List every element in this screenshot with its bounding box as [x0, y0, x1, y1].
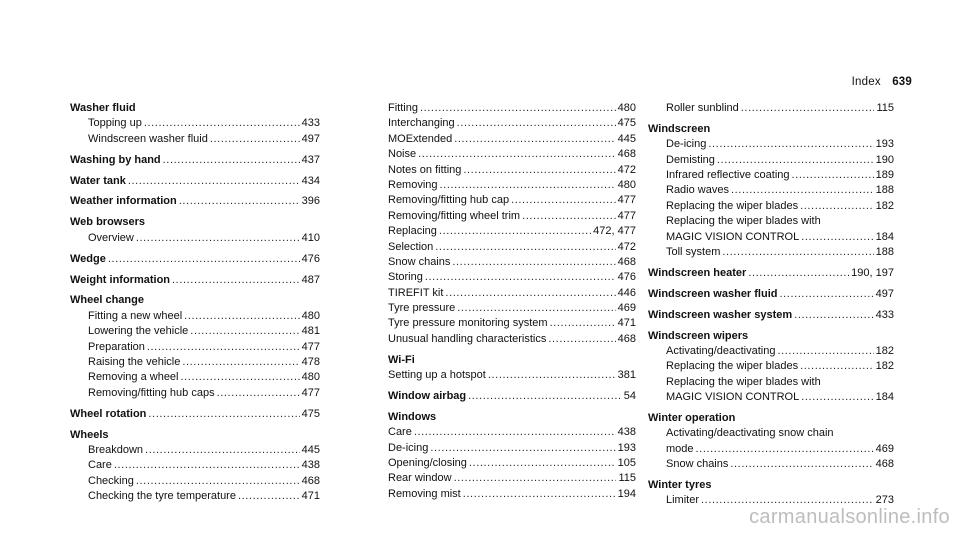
page-reference: 190, 197 [851, 266, 894, 279]
dot-leader [144, 116, 300, 131]
page-reference: 477 [301, 340, 320, 353]
dot-leader [463, 487, 616, 502]
index-subentry [70, 386, 320, 401]
page-reference: 190 [875, 153, 894, 166]
index-heading [70, 101, 320, 116]
index-subentry [70, 474, 320, 489]
page-reference: 433 [301, 117, 320, 130]
page-reference: 487 [301, 273, 320, 286]
page-reference: 477 [301, 386, 320, 399]
entry-label: Window airbag [388, 390, 467, 403]
index-subentry [388, 255, 636, 270]
page-reference: 188 [875, 184, 894, 197]
index-subentry [648, 101, 894, 116]
entry-label: Replacing [388, 225, 437, 238]
entry-label: MOExtended [388, 132, 453, 145]
dot-leader [777, 344, 873, 359]
index-column-2 [388, 101, 636, 502]
page-reference: 433 [875, 308, 894, 321]
dot-leader [445, 286, 615, 301]
index-subentry [70, 340, 320, 355]
index-subentry [388, 147, 636, 162]
index-subentry [648, 442, 894, 457]
entry-label: Weather information [70, 195, 177, 208]
index-heading [648, 411, 894, 426]
index-heading [70, 293, 320, 308]
entry-label: Noise [388, 148, 417, 161]
index-heading [70, 407, 320, 422]
page-reference: 472, 477 [593, 225, 636, 238]
entry-label: Windscreen washer fluid [648, 287, 778, 300]
index-subentry [70, 370, 320, 385]
index-subentry [648, 375, 894, 390]
entry-label: Activating/deactivating snow chain [666, 427, 834, 440]
index-subentry [388, 332, 636, 347]
entry-label: Windscreen washer system [648, 308, 793, 321]
page-reference: 193 [875, 138, 894, 151]
entry-label: Weight information [70, 273, 171, 286]
dot-leader [469, 456, 616, 471]
page-reference: 438 [617, 426, 636, 439]
index-heading [648, 266, 894, 281]
index-subentry [648, 457, 894, 472]
entry-label: Winter operation [648, 412, 736, 425]
page-reference: 182 [875, 199, 894, 212]
page-reference: 497 [301, 132, 320, 145]
entry-label: Rear window [388, 472, 452, 485]
dot-leader [418, 147, 616, 162]
dot-leader [145, 443, 300, 458]
dot-leader [794, 308, 873, 323]
page-reference: 468 [617, 332, 636, 345]
entry-label: Replacing the wiper blades [666, 199, 799, 212]
dot-leader [522, 209, 616, 224]
page-reference: 471 [301, 490, 320, 503]
page-reference: 189 [875, 169, 894, 182]
index-heading [70, 428, 320, 443]
entry-label: Tyre pressure [388, 302, 456, 315]
page-reference: 476 [617, 271, 636, 284]
page-reference: 476 [301, 252, 320, 265]
dot-leader [800, 199, 874, 214]
index-heading [70, 252, 320, 267]
dot-leader [468, 389, 622, 404]
dot-leader [108, 252, 300, 267]
dot-leader [488, 368, 616, 383]
dot-leader [741, 101, 875, 116]
entry-label: Windscreen washer fluid [88, 132, 208, 145]
entry-label: Removing [388, 178, 438, 191]
dot-leader [452, 255, 615, 270]
index-heading [648, 122, 894, 137]
entry-label: Topping up [88, 117, 142, 130]
page-reference: 115 [876, 102, 894, 114]
dot-leader [730, 457, 873, 472]
dot-leader [182, 355, 299, 370]
entry-label: Opening/closing [388, 457, 467, 470]
dot-leader [731, 183, 874, 198]
entry-label: MAGIC VISION CONTROL [666, 391, 800, 404]
entry-label: Setting up a hotspot [388, 369, 486, 382]
index-subentry [70, 116, 320, 131]
entry-label: Care [388, 426, 412, 439]
entry-label: Preparation [88, 340, 145, 353]
entry-label: Washer fluid [70, 102, 136, 114]
entry-label: Wheels [70, 428, 109, 441]
entry-label: De-icing [666, 138, 707, 151]
dot-leader [457, 116, 616, 131]
entry-label: Fitting a new wheel [88, 309, 183, 322]
index-subentry [648, 230, 894, 245]
dot-leader [457, 301, 615, 316]
index-heading [70, 194, 320, 209]
dot-leader [420, 101, 616, 116]
index-column-1 [70, 101, 320, 504]
entry-label: Removing mist [388, 487, 461, 500]
index-subentry [388, 487, 636, 502]
index-subentry [388, 456, 636, 471]
page-reference: 194 [617, 487, 636, 500]
entry-label: Winter tyres [648, 479, 712, 492]
page-reference: 193 [617, 441, 636, 454]
entry-label: Washing by hand [70, 153, 161, 166]
index-subentry [648, 199, 894, 214]
page-reference: 469 [617, 302, 636, 315]
index-subentry [648, 153, 894, 168]
entry-label: Unusual handling characteristics [388, 332, 547, 345]
page-reference: 468 [617, 148, 636, 161]
dot-leader [439, 224, 591, 239]
section-title: Index [851, 76, 881, 88]
entry-label: Snow chains [666, 458, 729, 471]
page-reference: 472 [617, 163, 636, 176]
page-reference: 446 [617, 286, 636, 299]
index-heading [70, 153, 320, 168]
entry-label: Breakdown [88, 443, 144, 456]
entry-label: Windows [388, 410, 437, 423]
dot-leader [511, 193, 616, 208]
index-subentry [388, 224, 636, 239]
dot-leader [184, 309, 299, 324]
page-reference: 468 [617, 255, 636, 268]
index-subentry [388, 178, 636, 193]
index-subentry [388, 240, 636, 255]
entry-label: Tyre pressure monitoring system [388, 317, 548, 330]
entry-label: Replacing the wiper blades [666, 360, 799, 373]
index-heading [648, 308, 894, 323]
dot-leader [780, 287, 874, 302]
dot-leader [414, 425, 616, 440]
index-subentry [70, 324, 320, 339]
page-reference: 54 [623, 390, 636, 403]
index-subentry [388, 193, 636, 208]
dot-leader [550, 316, 616, 331]
entry-label: Windscreen [648, 122, 711, 135]
index-heading [388, 410, 636, 425]
index-heading [648, 287, 894, 302]
index-heading [648, 329, 894, 344]
dot-leader [179, 194, 300, 209]
page-reference: 188 [875, 246, 894, 259]
dot-leader [748, 266, 849, 281]
entry-label: Lowering the vehicle [88, 325, 189, 338]
index-subentry [648, 426, 894, 441]
entry-label: Removing/fitting hub caps [88, 386, 215, 399]
entry-label: Wheel change [70, 294, 144, 307]
page-reference: 273 [875, 494, 894, 507]
dot-leader [435, 240, 615, 255]
index-subentry [70, 231, 320, 246]
entry-label: Fitting [388, 102, 418, 114]
entry-label: Wedge [70, 252, 106, 265]
index-subentry [648, 168, 894, 183]
dot-leader [238, 489, 300, 504]
entry-label: Interchanging [388, 117, 455, 130]
page-reference: 481 [301, 325, 320, 338]
entry-label: Removing a wheel [88, 371, 179, 384]
entry-label: Replacing the wiper blades with [666, 375, 821, 388]
entry-label: Snow chains [388, 255, 451, 268]
index-heading [70, 174, 320, 189]
page-reference: 471 [617, 317, 636, 330]
index-subentry [388, 270, 636, 285]
page-reference: 480 [301, 371, 320, 384]
entry-label: Wheel rotation [70, 407, 147, 420]
entry-label: mode [666, 442, 694, 455]
index-subentry [70, 132, 320, 147]
page-number: 639 [892, 76, 912, 88]
index-subentry [388, 163, 636, 178]
index-subentry [648, 137, 894, 152]
dot-leader [163, 153, 300, 168]
page-reference: 469 [875, 442, 894, 455]
entry-label: Web browsers [70, 216, 145, 229]
page-reference: 184 [875, 391, 894, 404]
dot-leader [147, 340, 300, 355]
index-subentry [70, 355, 320, 370]
index-subentry [388, 209, 636, 224]
page-reference: 480 [617, 178, 636, 191]
index-subentry [388, 116, 636, 131]
page-reference: 468 [301, 474, 320, 487]
index-subentry [70, 443, 320, 458]
page-reference: 477 [617, 194, 636, 207]
page-reference: 115 [618, 472, 636, 485]
entry-label: Checking the tyre temperature [88, 490, 236, 503]
index-subentry [648, 245, 894, 260]
index-subentry [388, 471, 636, 486]
index-heading [388, 389, 636, 404]
entry-label: Checking [88, 474, 134, 487]
entry-label: Wi-Fi [388, 353, 415, 366]
entry-label: Notes on fitting [388, 163, 462, 176]
page-reference: 182 [875, 344, 894, 357]
index-subentry [70, 458, 320, 473]
page-reference: 182 [875, 360, 894, 373]
dot-leader [801, 390, 873, 405]
page-reference: 480 [617, 102, 636, 114]
dot-leader [172, 273, 300, 288]
entry-label: Roller sunblind [666, 102, 739, 114]
dot-leader [722, 245, 873, 260]
index-subentry [388, 101, 636, 116]
index-heading [648, 478, 894, 493]
entry-label: Toll system [666, 246, 721, 259]
page-reference: 480 [301, 309, 320, 322]
entry-label: Replacing the wiper blades with [666, 215, 821, 228]
entry-label: TIREFIT kit [388, 286, 444, 299]
index-subentry [388, 441, 636, 456]
dot-leader [717, 153, 874, 168]
dot-leader [463, 163, 615, 178]
index-subentry [388, 316, 636, 331]
dot-leader [190, 324, 299, 339]
index-subentry [388, 286, 636, 301]
dot-leader [454, 132, 615, 147]
index-heading [388, 353, 636, 368]
dot-leader [708, 137, 873, 152]
page-reference: 475 [617, 117, 636, 130]
page-reference: 497 [875, 287, 894, 300]
dot-leader [548, 332, 615, 347]
entry-label: Care [88, 459, 112, 472]
index-column-3 [648, 101, 894, 509]
page-reference: 477 [617, 209, 636, 222]
dot-leader [210, 132, 300, 147]
index-subentry [388, 368, 636, 383]
dot-leader [425, 270, 616, 285]
dot-leader [454, 471, 617, 486]
dot-leader [128, 174, 300, 189]
entry-label: Raising the vehicle [88, 355, 181, 368]
index-subentry [648, 183, 894, 198]
entry-label: Limiter [666, 494, 700, 507]
index-subentry [648, 344, 894, 359]
index-subentry [388, 425, 636, 440]
dot-leader [181, 370, 300, 385]
entry-label: Removing/fitting hub cap [388, 194, 510, 207]
index-heading [70, 273, 320, 288]
dot-leader [696, 442, 874, 457]
page-reference: 396 [301, 195, 320, 208]
index-subentry [648, 390, 894, 405]
page-header [852, 76, 912, 88]
dot-leader [136, 474, 300, 489]
dot-leader [800, 359, 874, 374]
page-reference: 434 [301, 174, 320, 187]
dot-leader [792, 168, 874, 183]
entry-label: MAGIC VISION CONTROL [666, 230, 800, 243]
page-reference: 445 [617, 132, 636, 145]
entry-label: Water tank [70, 174, 126, 187]
page-reference: 472 [617, 240, 636, 253]
dot-leader [136, 231, 300, 246]
index-heading [70, 215, 320, 230]
page-reference: 410 [301, 231, 320, 244]
entry-label: Demisting [666, 153, 715, 166]
page-reference: 381 [617, 369, 636, 382]
watermark: carmanualsonline.info [749, 506, 950, 528]
dot-leader [217, 386, 300, 401]
dot-leader [148, 407, 299, 422]
index-subentry [70, 489, 320, 504]
dot-leader [801, 230, 873, 245]
entry-label: Windscreen wipers [648, 329, 749, 342]
entry-label: Windscreen heater [648, 266, 747, 279]
index-subentry [648, 214, 894, 229]
page-reference: 438 [301, 459, 320, 472]
entry-label: Selection [388, 240, 434, 253]
dot-leader [114, 458, 300, 473]
index-subentry [648, 359, 894, 374]
entry-label: De-icing [388, 441, 429, 454]
page-reference: 468 [875, 458, 894, 471]
index-subentry [388, 301, 636, 316]
page-reference: 105 [617, 457, 636, 470]
index-subentry [388, 132, 636, 147]
entry-label: Removing/fitting wheel trim [388, 209, 521, 222]
entry-label: Overview [88, 231, 134, 244]
page-reference: 184 [875, 230, 894, 243]
entry-label: Storing [388, 271, 423, 284]
page-reference: 475 [301, 407, 320, 420]
page-reference: 437 [301, 153, 320, 166]
entry-label: Activating/deactivating [666, 344, 776, 357]
dot-leader [440, 178, 616, 193]
entry-label: Radio waves [666, 184, 729, 197]
dot-leader [430, 441, 615, 456]
page-reference: 478 [301, 355, 320, 368]
page-reference: 445 [301, 443, 320, 456]
entry-label: Infrared reflective coating [666, 169, 790, 182]
index-subentry [70, 309, 320, 324]
